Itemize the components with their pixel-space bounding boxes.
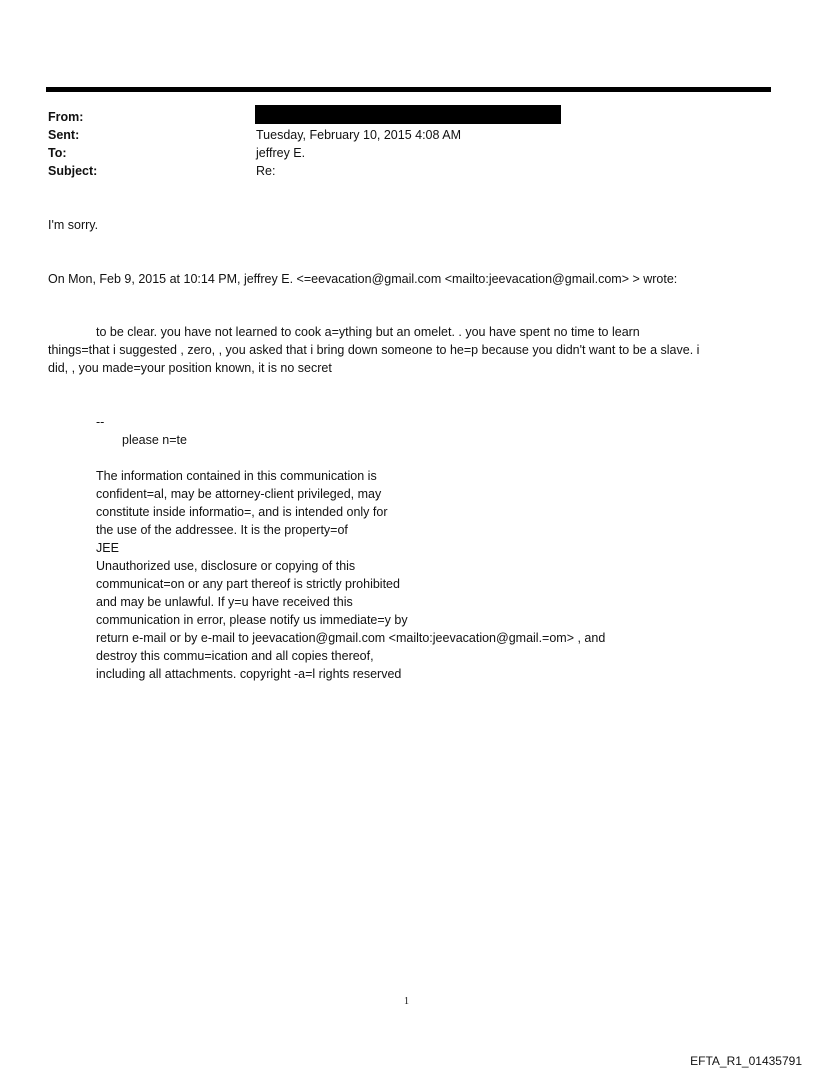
- quoted-line: did, , you made=your position known, it is no secret: [48, 361, 332, 375]
- disclaimer-line: communication in error, please notify us immediate=y by: [96, 613, 408, 627]
- disclaimer-line: constitute inside informatio=, and is intended only for: [96, 505, 388, 519]
- quoted-line: to be clear. you have not learned to cook a=ything but an omelet. . you have spent no time to learn: [96, 325, 640, 339]
- subject-value: Re:: [256, 164, 276, 178]
- page-number: 1: [404, 996, 409, 1007]
- disclaimer-line: JEE: [96, 541, 119, 555]
- sent-label: Sent:: [48, 128, 80, 142]
- header-rule: [46, 87, 771, 92]
- disclaimer-line: and may be unlawful. If y=u have received this: [96, 595, 353, 609]
- disclaimer-line: The information contained in this communication is: [96, 469, 377, 483]
- quote-intro: On Mon, Feb 9, 2015 at 10:14 PM, jeffrey E. <=eevacation@gmail.com <mailto:jeevacation@gmail.com> > wrote:: [48, 272, 678, 286]
- subject-label: Subject:: [48, 164, 98, 178]
- disclaimer-line: destroy this commu=ication and all copies thereof,: [96, 649, 374, 663]
- signature-note: please n=te: [122, 433, 187, 447]
- disclaimer-line: communicat=on or any part thereof is strictly prohibited: [96, 577, 400, 591]
- disclaimer-line: including all attachments. copyright -a=l rights reserved: [96, 667, 402, 681]
- disclaimer-line: confident=al, may be attorney-client privileged, may: [96, 487, 382, 501]
- reply-text: I'm sorry.: [48, 218, 99, 232]
- disclaimer-line: return e-mail or by e-mail to jeevacation@gmail.com <mailto:jeevacation@gmail.=om> , and: [96, 631, 606, 645]
- from-label: From:: [48, 110, 84, 124]
- disclaimer-line: Unauthorized use, disclosure or copying of this: [96, 559, 356, 573]
- sent-value: Tuesday, February 10, 2015 4:08 AM: [256, 128, 461, 142]
- from-redaction: [255, 105, 561, 124]
- bates-id: EFTA_R1_01435791: [690, 1054, 802, 1068]
- quoted-line: things=that i suggested , zero, , you asked that i bring down someone to he=p because you didn't want to be a slave. i: [48, 343, 700, 357]
- signature-dashes: --: [96, 415, 105, 429]
- disclaimer-line: the use of the addressee. It is the property=of: [96, 523, 348, 537]
- to-label: To:: [48, 146, 67, 160]
- to-value: jeffrey E.: [256, 146, 306, 160]
